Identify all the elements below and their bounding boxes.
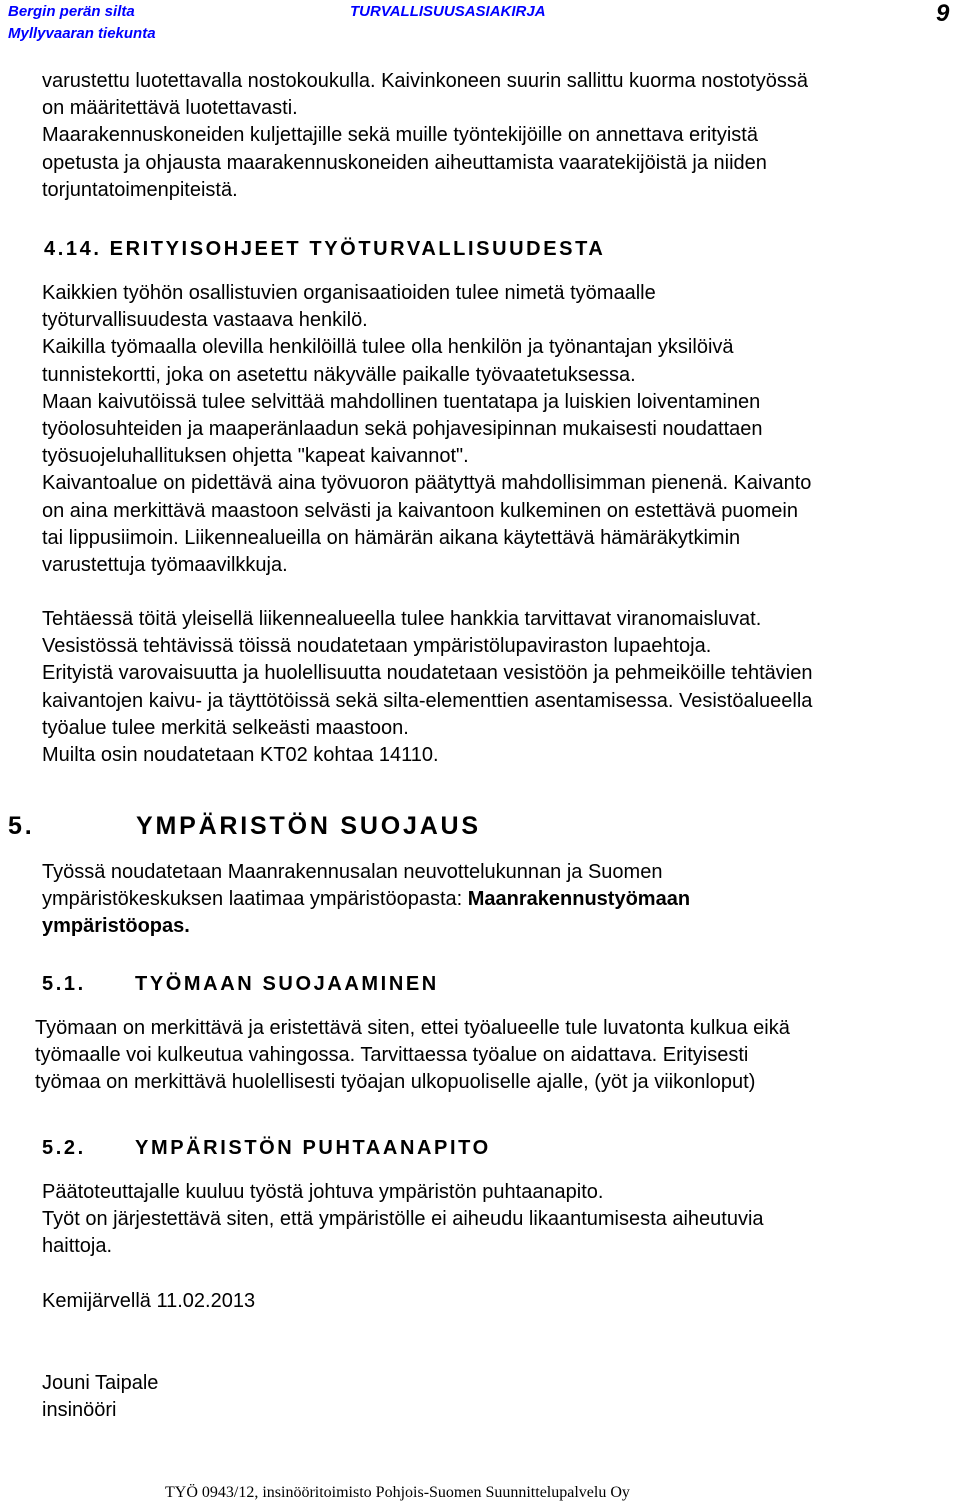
text-line: Työssä noudatetaan Maanrakennusalan neuvottelukunnan ja Suomen <box>42 861 663 883</box>
text-line: työsuojeluhallituksen ohjetta "kapeat kaivannot". <box>42 445 469 468</box>
section-4-14-paragraph-1 <box>42 280 811 579</box>
text-line: opetusta ja ohjausta maarakennuskoneiden aiheuttamista vaaratekijöistä ja niiden <box>42 151 767 174</box>
text-line: Tehtäessä töitä yleisellä liikennealueella tulee hankkia tarvittavat viranomaisluvat. <box>42 608 762 630</box>
text-line: Työt on järjestettävä siten, että ympäristölle ei aiheudu likaantumisesta aiheutuvia <box>42 1208 764 1231</box>
text-line: työalue tulee merkitä selkeästi maastoon. <box>42 716 409 739</box>
text-line: työturvallisuudesta vastaava henkilö. <box>42 309 368 332</box>
text-line: Kaikilla työmaalla olevilla henkilöillä tulee olla henkilön ja työnantajan yksilöivä <box>42 336 734 359</box>
text-line: on aina merkittävä maastoon selvästi ja kaivantoon kulkeminen on estettävä puomein <box>42 499 798 522</box>
signer-name: Jouni Taipale <box>42 1372 159 1394</box>
guide-title-bold-line: ympäristöopas. <box>42 915 190 938</box>
text-line: haittoja. <box>42 1235 113 1258</box>
text-line: Erityistä varovaisuutta ja huolellisuutta noudatetaan vesistöön ja pehmeiköille tehtävien <box>42 662 813 685</box>
section-heading-5 <box>8 812 608 846</box>
text-line: Vesistössä tehtävissä töissä noudatetaan ympäristölupaviraston lupaehtoja. <box>42 635 712 658</box>
text-line: Maarakennuskoneiden kuljettajille sekä muille työntekijöille on annettava erityistä <box>42 124 758 147</box>
text-line: Kaivantoalue on pidettävä aina työvuoron päätyttyä mahdollisimman pienenä. Kaivanto <box>42 472 812 495</box>
section-heading-4-14: 4.14. ERITYISOHJEET TYÖTURVALLISUUDESTA <box>44 238 606 260</box>
text-normal: ympäristökeskuksen laatimaa ympäristöopasta: <box>42 888 468 911</box>
section-5-paragraph <box>42 859 690 941</box>
section-number: 5.1. <box>42 973 86 995</box>
text-line: työmaa on merkittävä huolellisesti työajan ulkopuoliselle ajalle, (yöt ja viikonloput) <box>35 1071 756 1094</box>
guide-title-bold: Maanrakennustyömaan <box>467 888 691 911</box>
section-heading-5-2 <box>42 1137 642 1165</box>
text-line: varustettu luotettavalla nostokoukulla. Kaivinkoneen suurin sallittu kuorma nostotyössä <box>42 70 808 92</box>
header-document-type: TURVALLISUUSASIAKIRJA <box>350 3 546 20</box>
text-line: Muilta osin noudatetaan KT02 kohtaa 14110. <box>42 744 439 767</box>
text-line: tunnistekortti, joka on asetettu näkyvälle paikalle työvaatetuksessa. <box>42 363 636 386</box>
section-5-1-paragraph <box>35 1015 790 1097</box>
section-4-14-paragraph-2 <box>42 606 812 769</box>
header-project-subtitle: Myllyvaaran tiekunta <box>8 25 156 42</box>
section-number: 5.2. <box>42 1137 86 1159</box>
section-title: YMPÄRISTÖN PUHTAANAPITO <box>135 1137 491 1159</box>
intro-paragraph <box>42 68 808 204</box>
signature-block <box>42 1370 158 1424</box>
section-5-2-paragraph <box>42 1179 764 1261</box>
text-line: tai lippusiimoin. Liikennealueilla on hämärän aikana käytettävä hämäräkytkimin <box>42 526 741 549</box>
section-title: TYÖMAAN SUOJAAMINEN <box>135 973 439 995</box>
place-and-date: Kemijärvellä 11.02.2013 <box>42 1290 256 1312</box>
text-line: työolosuhteiden ja maaperänlaadun sekä pohjavesipinnan mukaisesti noudattaen <box>42 418 763 441</box>
text-line: varustettuja työmaavilkkuja. <box>42 554 288 577</box>
text-line: on määritettävä luotettavasti. <box>42 97 298 120</box>
text-line: Kaikkien työhön osallistuvien organisaatioiden tulee nimetä työmaalle <box>42 282 656 304</box>
page-number: 9 <box>936 0 950 27</box>
text-line: Maan kaivutöissä tulee selvittää mahdollinen tuentatapa ja luiskien loiventaminen <box>42 390 761 413</box>
page-footer: TYÖ 0943/12, insinööritoimisto Pohjois-Suomen Suunnittelupalvelu Oy <box>165 1484 630 1501</box>
text-line <box>42 886 690 913</box>
text-line: Työmaan on merkittävä ja eristettävä siten, ettei työalueelle tule luvatonta kulkua eikä <box>35 1017 790 1039</box>
header-project-title: Bergin perän silta <box>8 3 135 20</box>
text-line: työmaalle voi kulkeutua vahingossa. Tarvittaessa työalue on aidattava. Erityisesti <box>35 1044 749 1067</box>
text-line: torjuntatoimenpiteistä. <box>42 178 238 201</box>
text-line: kaivantojen kaivu- ja täyttötöissä sekä silta-elementtien asentamisessa. Vesistöalueella <box>42 689 813 712</box>
section-heading-5-1 <box>42 973 642 1001</box>
section-title: YMPÄRISTÖN SUOJAUS <box>136 812 481 840</box>
signer-title: insinööri <box>42 1399 117 1422</box>
text-line: Päätoteuttajalle kuuluu työstä johtuva ympäristön puhtaanapito. <box>42 1181 604 1203</box>
section-number: 5. <box>8 812 35 840</box>
